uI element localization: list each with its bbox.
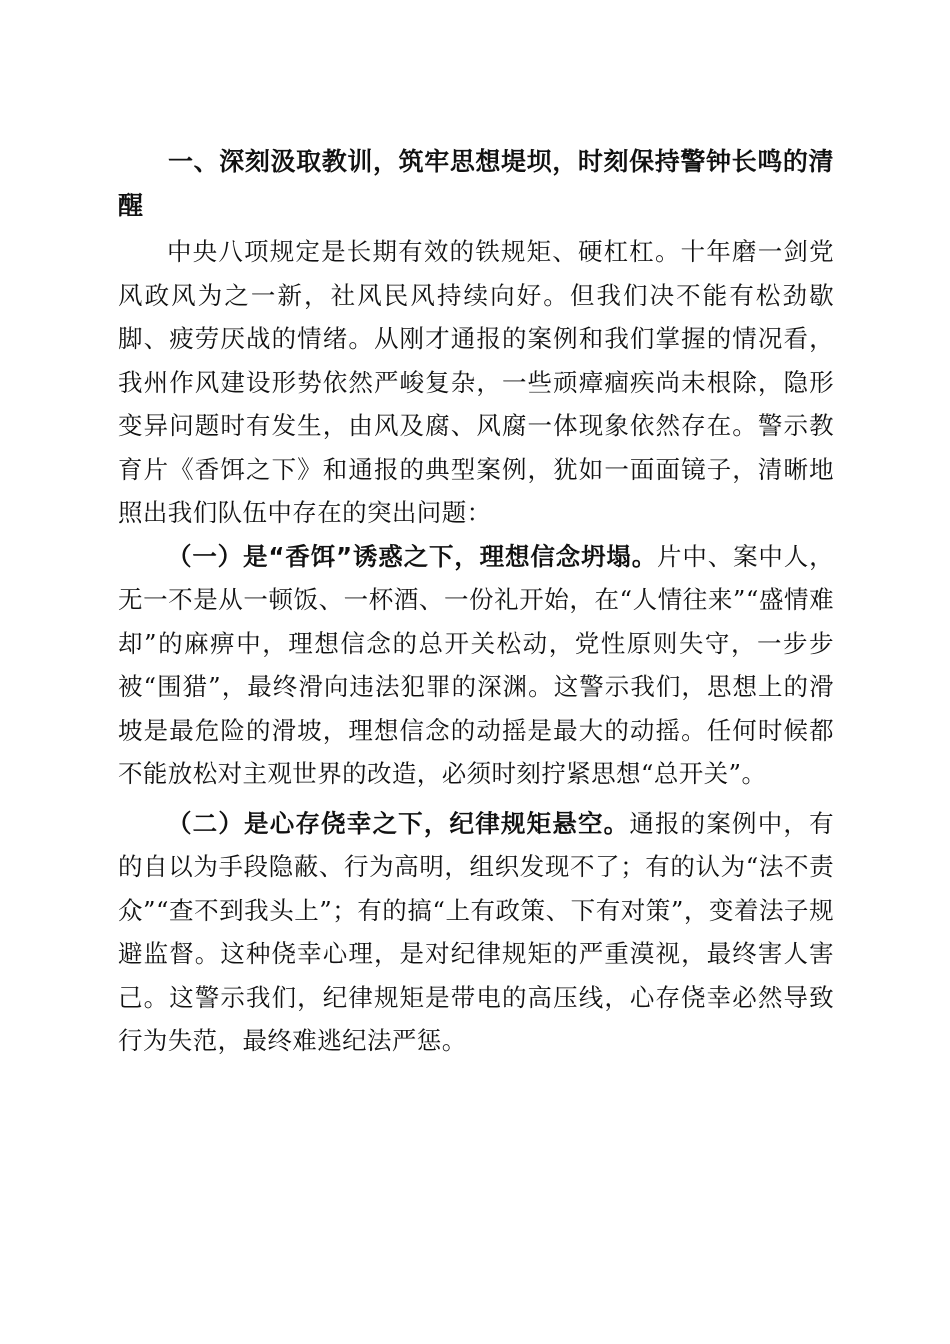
document-body	[118, 140, 834, 1063]
intro-paragraph	[118, 230, 834, 535]
point-two-subheading: （二）是心存侥幸之下，纪律规矩悬空。	[167, 808, 630, 838]
point-one-paragraph	[118, 535, 834, 796]
point-one-subheading: （一）是“香饵”诱惑之下，理想信念坍塌。	[167, 541, 658, 571]
point-two-paragraph	[118, 802, 834, 1063]
point-one-text: 片中、案中人，无一不是从一顿饭、一杯酒、一份礼开始，在“人情往来”“盛情难却”的麻痹中，理想信念的总开关松动，党性原则失守，一步步被“围猎”，最终滑向违法犯罪的深渊。这警示我们，思想上的滑坡是最危险的滑坡，理想信念的动摇是最大的动摇。任何时候都不能放松对主观世界的改造，必须时刻拧紧思想“总开关”。	[118, 541, 834, 788]
section-heading: 一、深刻汲取教训，筑牢思想堤坝，时刻保持警钟长鸣的清醒	[118, 147, 834, 220]
intro-paragraph-text: 中央八项规定是长期有效的铁规矩、硬杠杠。十年磨一剑党风政风为之一新，社风民风持续向好。但我们决不能有松劲歇脚、疲劳厌战的情绪。从刚才通报的案例和我们掌握的情况看，我州作风建设形势依然严峻复杂，一些顽瘴痼疾尚未根除，隐形变异问题时有发生，由风及腐、风腐一体现象依然存在。警示教育片《香饵之下》和通报的典型案例，犹如一面面镜子，清晰地照出我们队伍中存在的突出问题：	[118, 237, 834, 527]
point-two-text: 通报的案例中，有的自以为手段隐蔽、行为高明，组织发现不了；有的认为“法不责众”“查不到我头上”；有的搞“上有政策、下有对策”，变着法子规避监督。这种侥幸心理，是对纪律规矩的严重漠视，最终害人害己。这警示我们，纪律规矩是带电的高压线，心存侥幸必然导致行为失范，最终难逃纪法严惩。	[118, 808, 834, 1055]
